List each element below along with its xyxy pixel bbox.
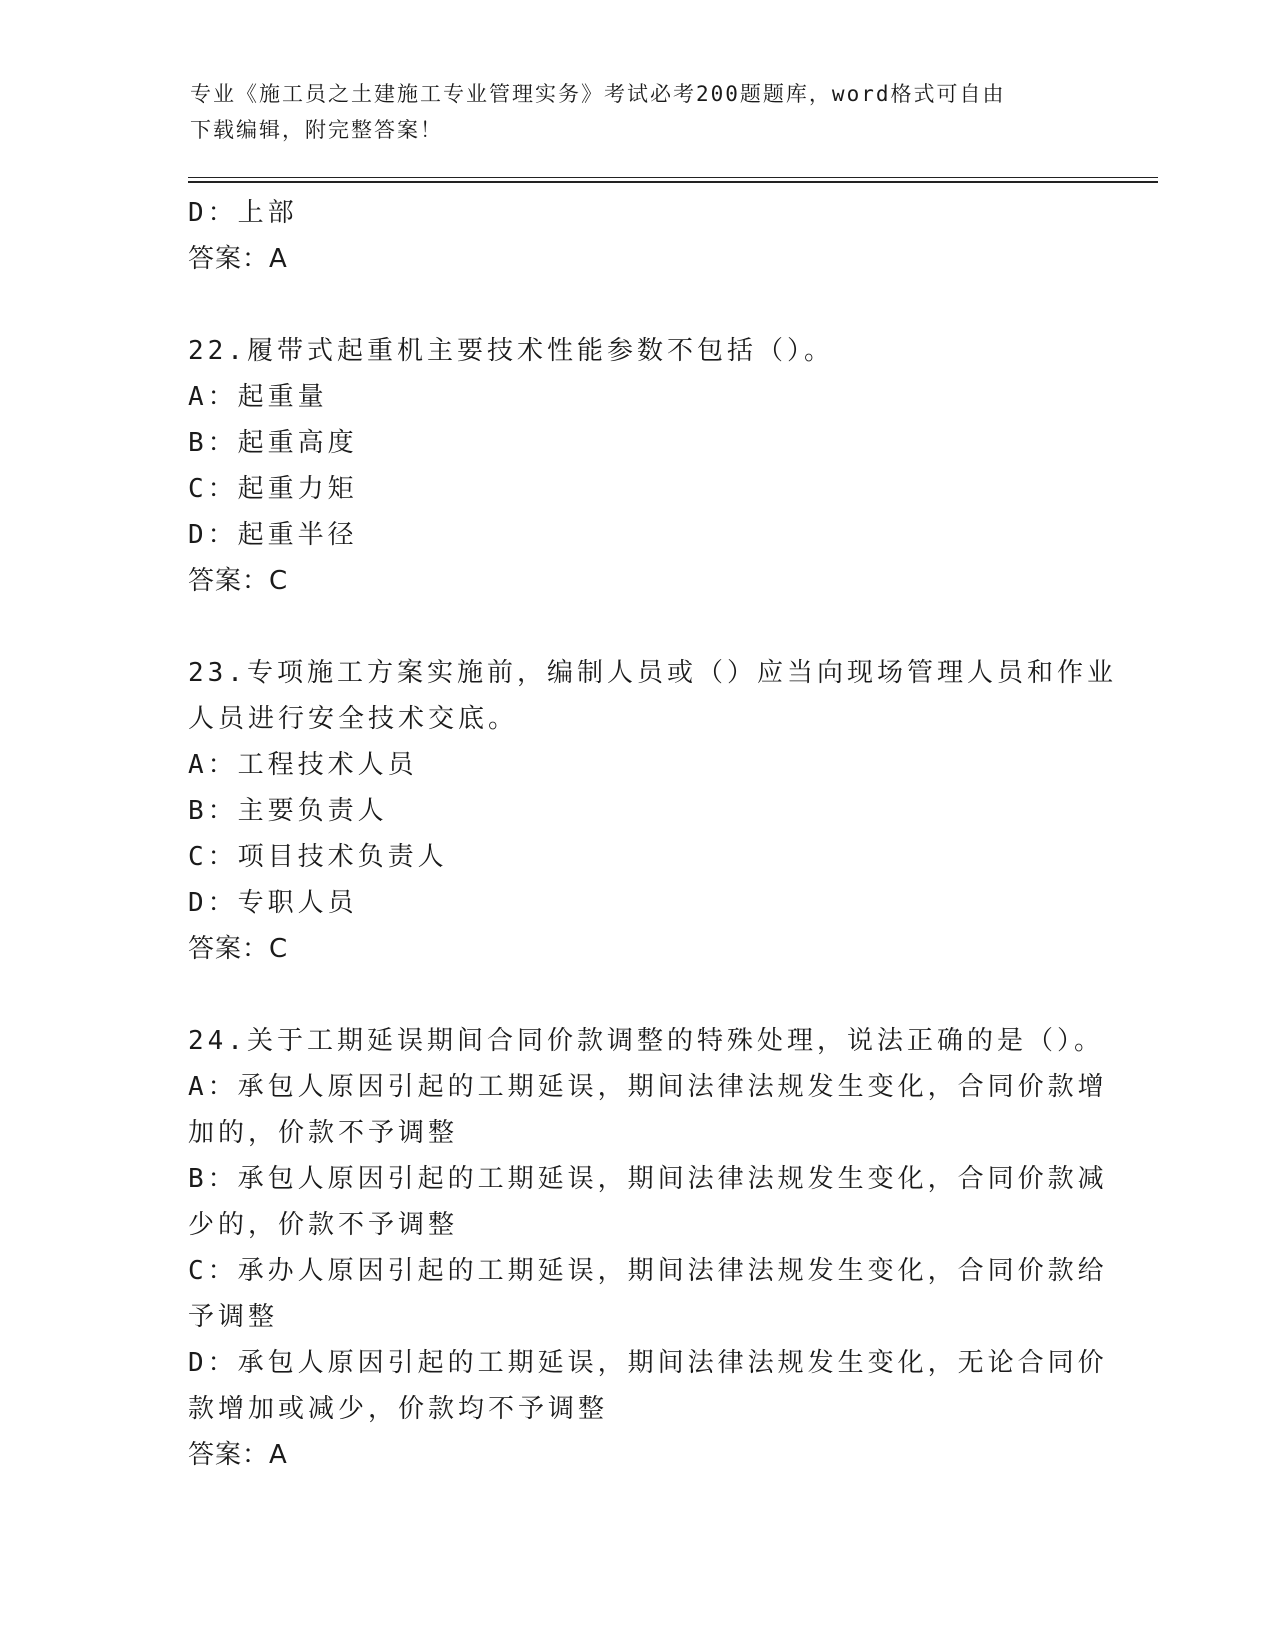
header-line-2: 下载编辑，附完整答案！ (190, 118, 443, 142)
option-line: A：承包人原因引起的工期延误，期间法律法规发生变化，合同价款增 (188, 1072, 1108, 1102)
option-line: D：承包人原因引起的工期延误，期间法律法规发生变化，无论合同价 (188, 1348, 1108, 1378)
option-line: C：起重力矩 (188, 474, 358, 504)
question-text: 24.关于工期延误期间合同价款调整的特殊处理，说法正确的是（）。 (188, 1026, 1104, 1056)
header-line-1: 专业《施工员之土建施工专业管理实务》考试必考200题题库，word格式可自由 (190, 82, 1006, 106)
question-text: 23.专项施工方案实施前，编制人员或（）应当向现场管理人员和作业 (188, 658, 1117, 688)
spacer (188, 972, 1088, 1018)
option-line: D：上部 (188, 198, 298, 228)
answer-line: 答案：C (188, 566, 289, 596)
answer-line: 答案：C (188, 934, 289, 964)
option-line: 款增加或减少，价款均不予调整 (188, 1394, 609, 1424)
option-line: C：项目技术负责人 (188, 842, 448, 872)
spacer (188, 604, 1088, 650)
header-divider (188, 177, 1158, 183)
answer-line: 答案：A (188, 1440, 288, 1470)
option-line: 加的，价款不予调整 (188, 1118, 459, 1148)
document-header (190, 76, 1090, 148)
option-line: A：工程技术人员 (188, 750, 418, 780)
option-line: C：承办人原因引起的工期延误，期间法律法规发生变化，合同价款给 (188, 1256, 1108, 1286)
option-line: A：起重量 (188, 382, 328, 412)
option-line: D：专职人员 (188, 888, 358, 918)
question-text: 22.履带式起重机主要技术性能参数不包括（）。 (188, 336, 834, 366)
answer-line: 答案：A (188, 244, 288, 274)
option-line: B：承包人原因引起的工期延误，期间法律法规发生变化，合同价款减 (188, 1164, 1108, 1194)
question-text: 人员进行安全技术交底。 (188, 704, 519, 734)
option-line: 少的，价款不予调整 (188, 1210, 459, 1240)
spacer (188, 282, 1088, 328)
question-list (188, 190, 1117, 1478)
option-line: B：主要负责人 (188, 796, 388, 826)
option-line: 予调整 (188, 1302, 279, 1332)
option-line: D：起重半径 (188, 520, 358, 550)
option-line: B：起重高度 (188, 428, 358, 458)
